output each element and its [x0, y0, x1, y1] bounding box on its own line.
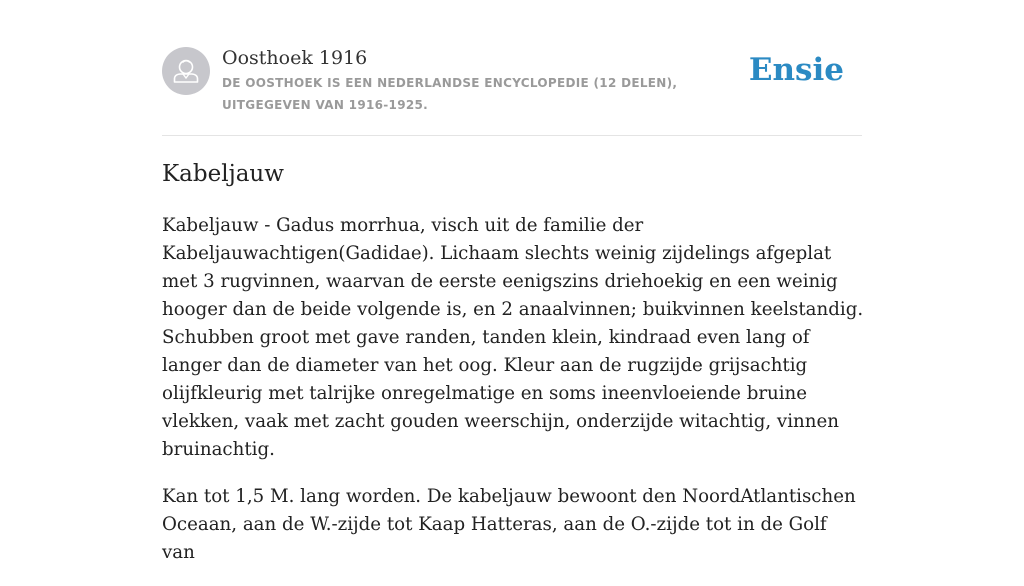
ensie-logo[interactable]: Ensie	[748, 52, 844, 88]
source-avatar[interactable]	[162, 47, 210, 95]
entry-title: Kabeljauw	[162, 161, 284, 187]
source-title[interactable]: Oosthoek 1916	[222, 47, 368, 69]
entry-paragraph: Kan tot 1,5 M. lang worden. De kabeljauw bewoont den NoordAtlantischen Oceaan, aan de W.-zijde tot Kaap Hatteras, aan de O.-zijde tot in de Golf van	[162, 486, 856, 563]
source-description: DE OOSTHOEK IS EEN NEDERLANDSE ENCYCLOPEDIE (12 DELEN), UITGEGEVEN VAN 1916-1925.	[222, 76, 678, 112]
source-header	[162, 46, 862, 136]
user-icon	[162, 47, 210, 95]
header-divider	[162, 135, 862, 136]
entry-paragraph: Kabeljauw - Gadus morrhua, visch uit de familie der Kabeljauwachtigen(Gadidae). Lichaam slechts weinig zijdelings afgeplat met 3 rugvinnen, waarvan de eerste eenigszins driehoekig en een weinig hooger dan de beide volgende is, en 2 anaalvinnen; buikvinnen keelstandig. Schubben groot met gave randen, tanden klein, kindraad even lang of langer dan de diameter van het oog. Kleur aan de rugzijde grijsachtig olijfkleurig met talrijke onregelmatige en soms ineenvloeiende bruine vlekken, vaak met zacht gouden weerschijn, onderzijde witachtig, vinnen bruinachtig.	[162, 215, 864, 460]
entry-body	[162, 212, 864, 586]
